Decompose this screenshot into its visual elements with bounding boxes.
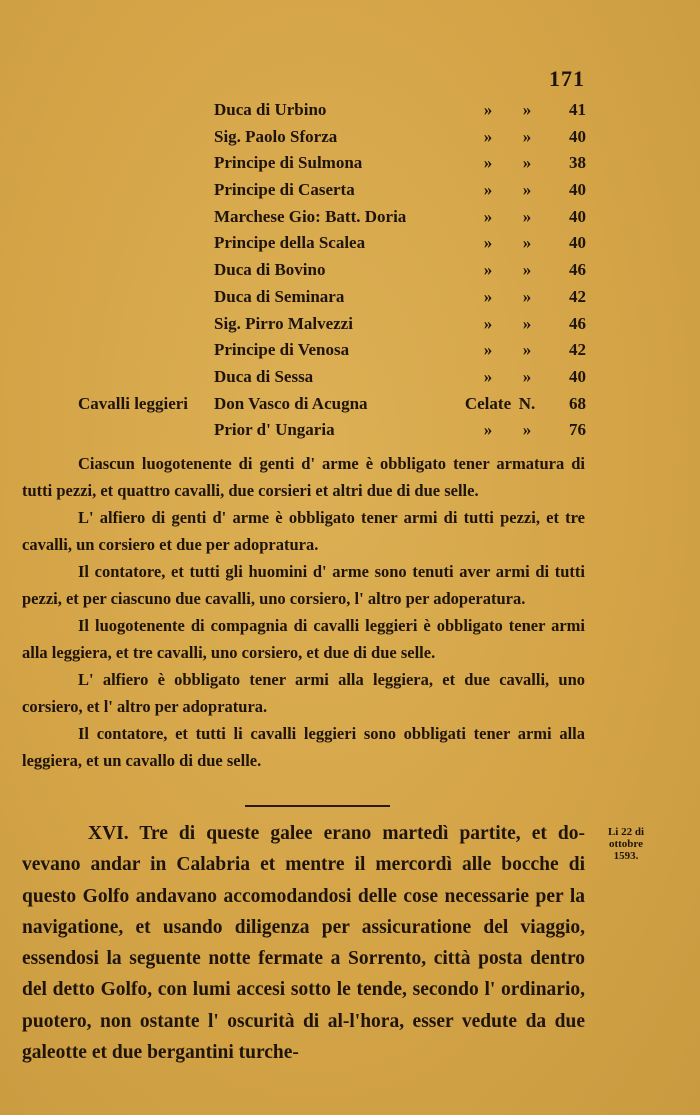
roster-name: Duca di Bovino [214, 260, 326, 280]
roster-number: 76 [569, 420, 586, 440]
roster-row [0, 287, 700, 314]
note-paragraph: Il contatore, et tutti li cavalli leggieri sono obbligati tener armi alla leggiera, et un cavallo di due selle. [22, 724, 585, 770]
note-paragraph: Ciascun luogotenente di genti d' arme è obbligato tener armatura di tutti pezzi, et quattro cavalli, due corsieri et altri due di due selle. [22, 454, 585, 500]
roster-mark: » [522, 153, 532, 173]
roster-number: 42 [569, 340, 586, 360]
note-paragraph: Il luogotenente di compagnia di cavalli leggieri è obbligato tener armi alla leggiera, et tre cavalli, uno corsiero, et due di due selle. [22, 616, 585, 662]
roster-row [0, 207, 700, 234]
roster-category: Cavalli leggieri [78, 393, 189, 413]
margin-note-line: Li 22 di [607, 826, 645, 838]
roster-mark: » [522, 340, 532, 360]
roster-mark: » [483, 206, 493, 226]
roster-mark: » [522, 420, 532, 440]
roster-row [0, 100, 700, 127]
roster-mark: » [483, 286, 493, 306]
roster-mark: » [483, 100, 493, 119]
roster-number: 46 [569, 313, 586, 333]
roster-number: 40 [569, 126, 586, 146]
roster-mark: » [483, 313, 493, 333]
roster-row [0, 260, 700, 287]
roster-name: Principe di Venosa [214, 340, 350, 360]
note-paragraph: L' alfiero è obbligato tener armi alla leggiera, et due cavalli, uno corsiero, et l' altro per adopratura. [22, 670, 585, 716]
roster-mark: N. [518, 393, 536, 413]
main-text [22, 818, 585, 1068]
roster-name: Sig. Paolo Sforza [214, 126, 338, 146]
roster-number: 40 [569, 366, 586, 386]
roster-mark: » [483, 340, 493, 360]
roster-name: Principe della Scalea [214, 233, 366, 253]
main-paragraph: XVI. Tre di queste galee erano martedì partite, et do-vevano andar in Calabria et mentre il mercordì alle bocche di questo Golfo andavano accomodandosi delle cose necessarie per la navigatione, et usando diligenza per assicuratione del viaggio, essendosi la seguente notte fermate a Sorrento, città posta dentro del detto Golfo, con lumi accesi sotto le tende, secondo l' ordinario, puotero, non ostante l' oscurità di al-l'hora, esser vedute da due galeotte et due bergantini turche- [22, 823, 585, 1064]
roster-name: Sig. Pirro Malvezzi [214, 313, 353, 333]
roster-row [0, 127, 700, 154]
roster-row [0, 153, 700, 180]
roster-mark: » [483, 126, 493, 146]
roster-mark: » [522, 180, 532, 200]
roster-name: Principe di Caserta [214, 180, 355, 200]
roster-mark: » [522, 260, 532, 280]
roster-number: 68 [569, 393, 586, 413]
roster-number: 41 [569, 100, 586, 119]
roster-mark: » [483, 420, 493, 440]
roster-number: 42 [569, 286, 586, 306]
section-divider [245, 805, 390, 807]
roster-mark: » [522, 233, 532, 253]
roster-mark: » [522, 206, 532, 226]
page-number: 171 [549, 66, 585, 91]
roster-row [0, 367, 700, 394]
margin-note [590, 826, 662, 862]
roster-row [0, 233, 700, 260]
roster-table [0, 100, 700, 447]
roster-mark: » [483, 153, 493, 173]
roster-mark: » [522, 126, 532, 146]
roster-row [0, 420, 700, 447]
notes-section [22, 450, 585, 774]
margin-note-line: 1593. [613, 850, 639, 862]
roster-name: Marchese Gio: Batt. Doria [214, 206, 407, 226]
roster-row [0, 340, 700, 367]
roster-number: 40 [569, 206, 586, 226]
roster-mark: » [483, 366, 493, 386]
roster-mark: » [483, 180, 493, 200]
roster-mark: » [522, 286, 532, 306]
roster-row [0, 180, 700, 207]
roster-mark: Celate [464, 393, 512, 413]
roster-mark: » [522, 366, 532, 386]
roster-number: 46 [569, 260, 586, 280]
note-paragraph: Il contatore, et tutti gli huomini d' arme sono tenuti aver armi di tutti pezzi, et per ciascuno due cavalli, uno corsiero, l' altro per adoperatura. [22, 562, 585, 608]
roster-row [0, 394, 700, 421]
roster-name: Duca di Seminara [214, 286, 345, 306]
note-paragraph: L' alfiero di genti d' arme è obbligato tener armi di tutti pezzi, et tre cavalli, un corsiero et due per adopratura. [22, 508, 585, 554]
roster-name: Duca di Urbino [214, 100, 327, 119]
roster-number: 40 [569, 233, 586, 253]
margin-note-line: ottobre [608, 838, 643, 850]
roster-number: 40 [569, 180, 586, 200]
roster-name: Don Vasco di Acugna [214, 393, 368, 413]
roster-row [0, 314, 700, 341]
roster-number: 38 [569, 153, 586, 173]
roster-mark: » [522, 313, 532, 333]
roster-mark: » [483, 260, 493, 280]
roster-name: Prior d' Ungaria [214, 420, 335, 440]
roster-name: Duca di Sessa [214, 366, 314, 386]
roster-name: Principe di Sulmona [214, 153, 363, 173]
roster-mark: » [483, 233, 493, 253]
roster-mark: » [522, 100, 532, 119]
